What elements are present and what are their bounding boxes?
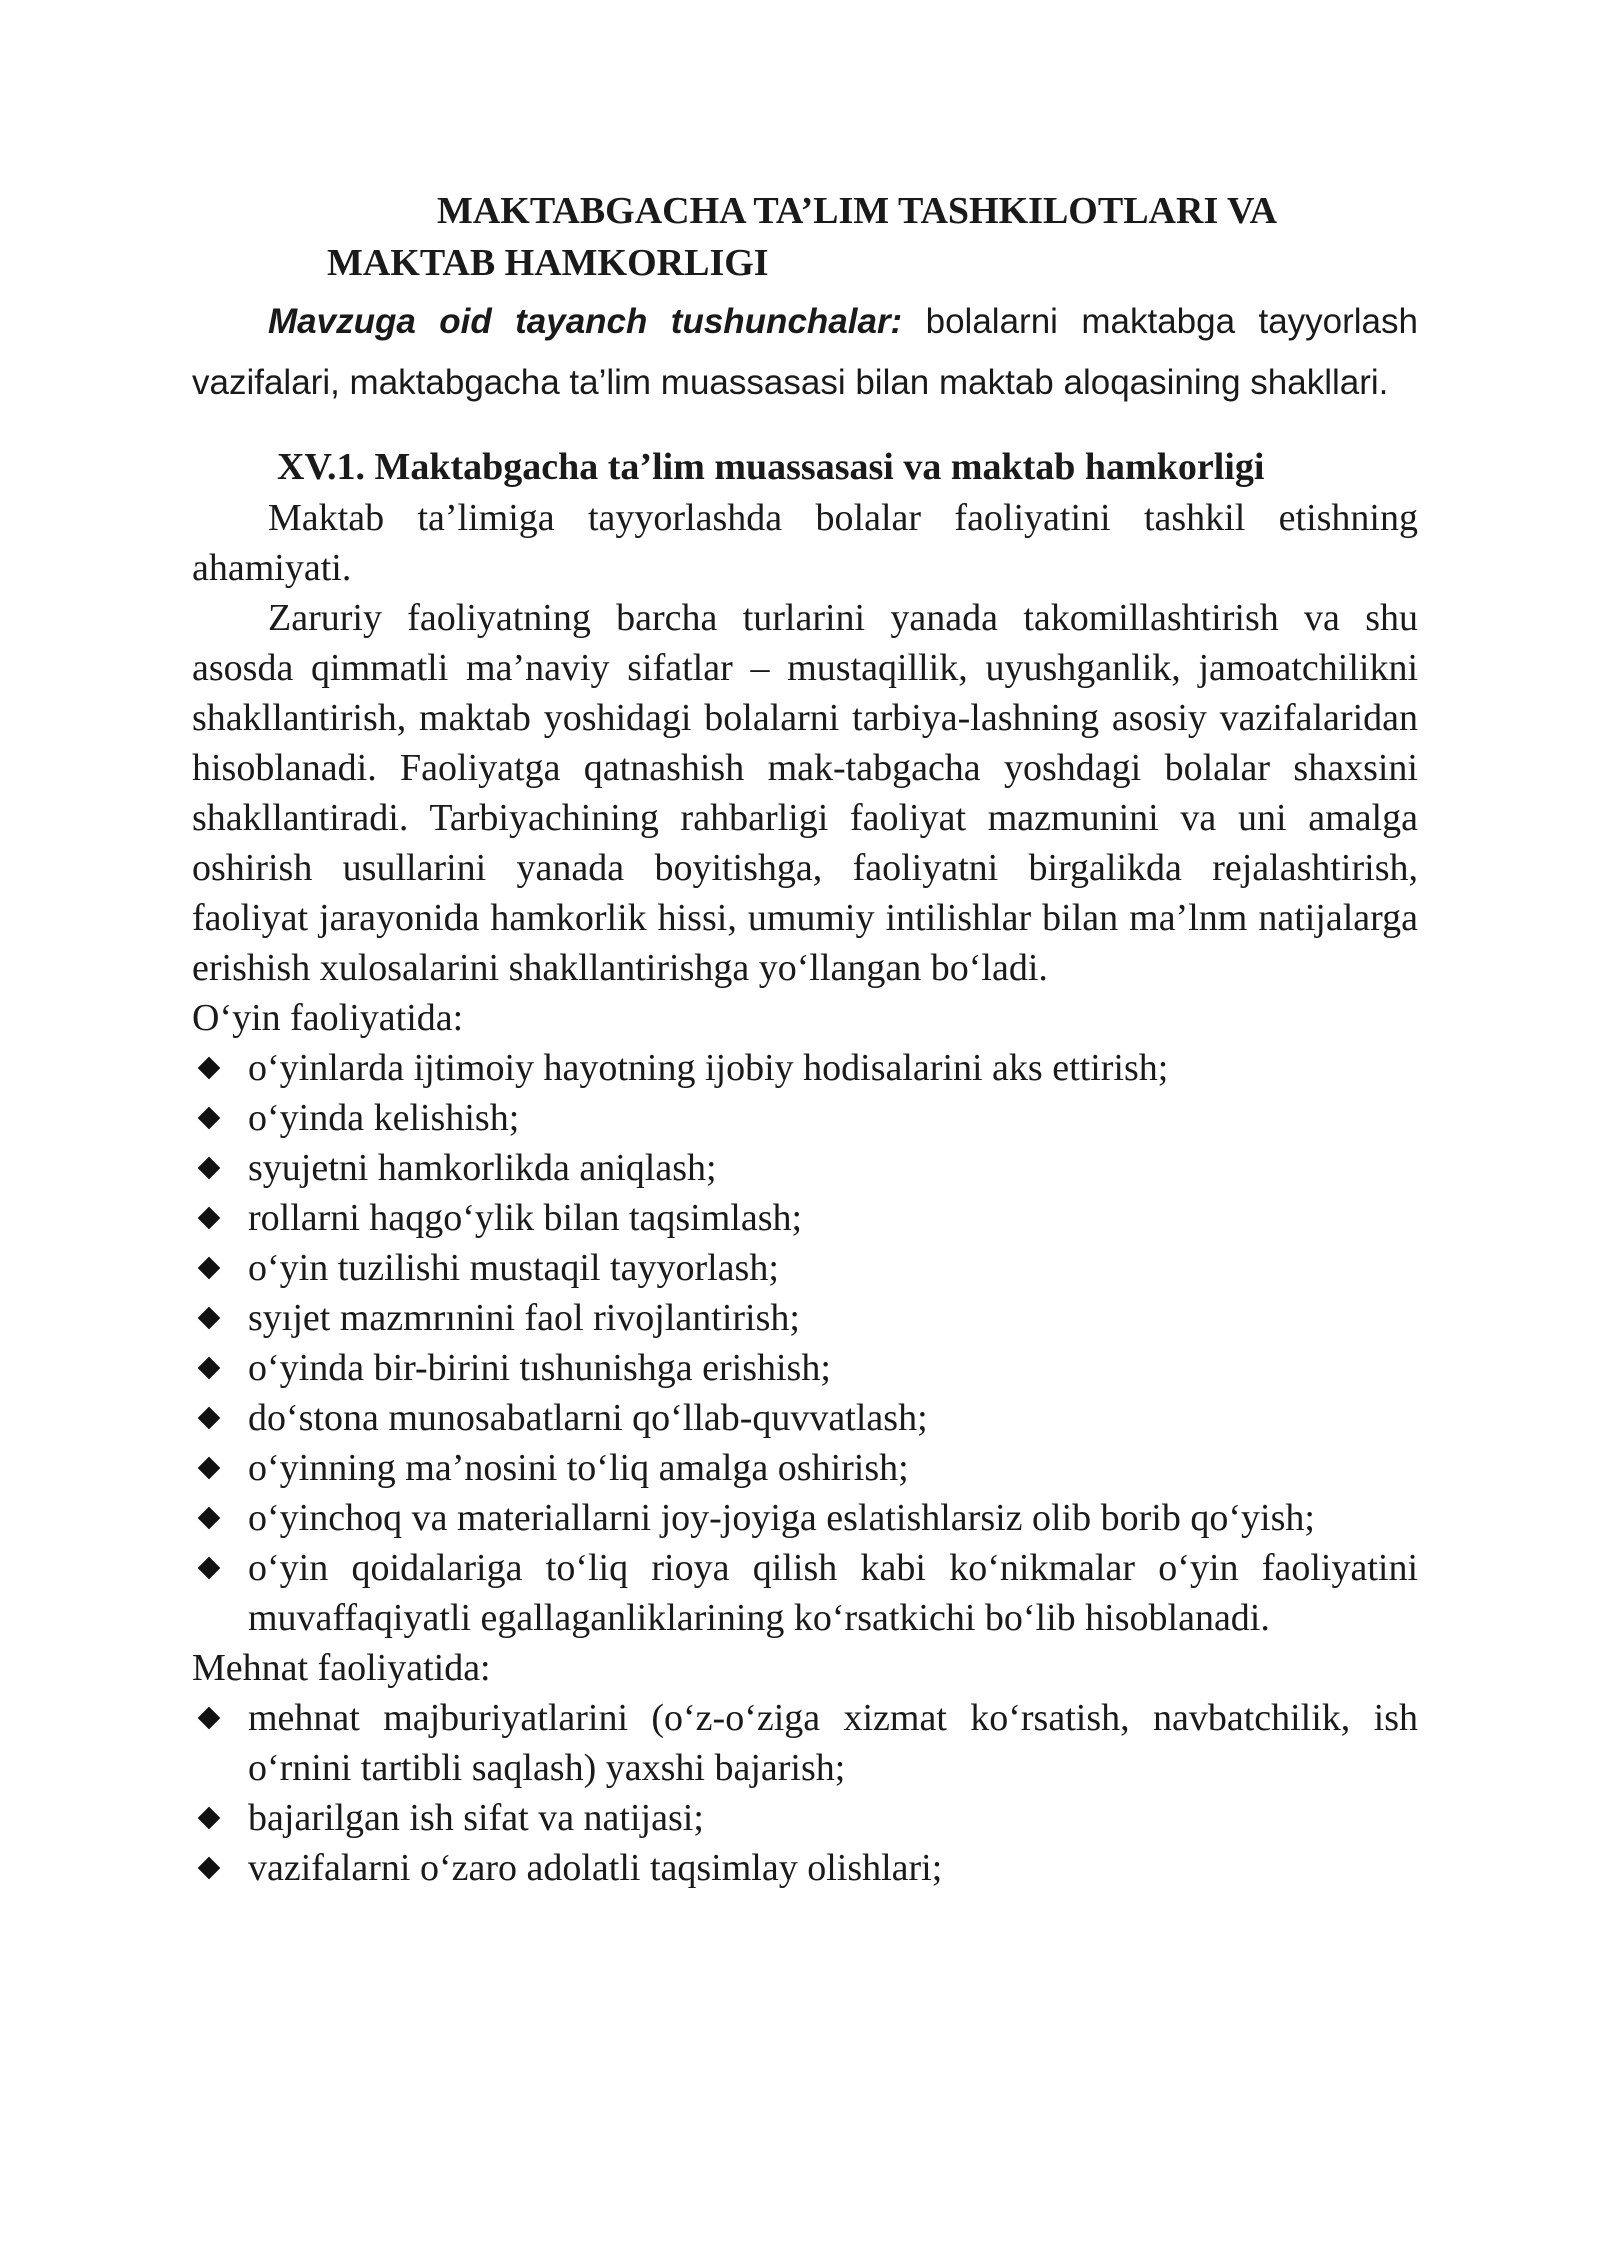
diamond-bullet-icon [198, 1407, 220, 1429]
list-item [192, 1043, 1418, 1093]
section-title: XV.1. Maktabgacha ta’lim muassasasi va maktab hamkorligi [277, 446, 1265, 488]
list-item-text: o‘yinning ma’nosini to‘liq amalga oshirish; [248, 1447, 909, 1489]
diamond-bullet-icon [198, 1157, 220, 1179]
diamond-bullet-icon [198, 1207, 220, 1229]
list-item [192, 1493, 1418, 1543]
diamond-bullet-icon [198, 1107, 220, 1129]
chapter-title-line-1: MAKTABGACHA TA’LIM TASHKILOTLARI VA [437, 190, 1278, 232]
list-item-text: bajarilgan ish sifat va natijasi; [248, 1797, 704, 1839]
diamond-bullet-icon [198, 1507, 220, 1529]
key-concepts-lead: Mavzuga oid tayanch tushunchalar: [268, 302, 903, 341]
list-item-text: o‘yinlarda ijtimoiy hayotning ijobiy hodisalarini aks ettirish; [248, 1047, 1169, 1089]
list-item [192, 1343, 1418, 1393]
list-item-text: o‘yin qoidalariga to‘liq rioya qilish kabi ko‘nikmalar o‘yin faoliyatini muvaffaqiyatli egallaganliklarining ko‘rsatkichi bo‘lib hisoblanadi. [248, 1547, 1418, 1639]
work-activity-heading: Mehnat faoliyatida: [192, 1647, 491, 1689]
key-concepts-paragraph [192, 291, 1418, 413]
list-item [192, 1093, 1418, 1143]
list-item-text: syujetni hamkorlikda aniqlash; [248, 1147, 717, 1189]
key-concepts-text: bolalarni maktabga tayyorlash vazifalari, maktabgacha ta’lim muassasasi bilan maktab aloqasining shakllari. [192, 302, 1418, 402]
list-item-text: o‘yinda kelishish; [248, 1097, 520, 1139]
list-item-text: mehnat majburiyatlarini (o‘z-o‘ziga xizmat ko‘rsatish, navbatchilik, ish o‘rnini tartibli saqlash) yaxshi bajarish; [248, 1697, 1418, 1789]
list-item [192, 1193, 1418, 1243]
paragraph-intro: Maktab ta’limiga tayyorlashda bolalar faoliyatini tashkil etishning ahamiyati. [192, 497, 1418, 589]
diamond-bullet-icon [198, 1057, 220, 1079]
list-item-text: do‘stona munosabatlarni qo‘llab-quvvatlash; [248, 1397, 928, 1439]
play-activity-list [192, 1043, 1418, 1643]
list-item [192, 1843, 1418, 1893]
work-activity-list [192, 1693, 1418, 1893]
play-activity-heading: O‘yin faoliyatida: [192, 997, 464, 1039]
list-item [192, 1543, 1418, 1643]
list-item [192, 1293, 1418, 1343]
diamond-bullet-icon [198, 1307, 220, 1329]
list-item-text: syıjet mazmrınini faol rivojlantirish; [248, 1297, 800, 1339]
diamond-bullet-icon [198, 1807, 220, 1829]
diamond-bullet-icon [198, 1557, 220, 1579]
list-item-text: o‘yinda bir-birini tıshunishga erishish; [248, 1347, 831, 1389]
chapter-title [192, 185, 1418, 289]
list-item-text: o‘yinchoq va materiallarni joy-joyiga eslatishlarsiz olib borib qo‘yish; [248, 1497, 1315, 1539]
diamond-bullet-icon [198, 1707, 220, 1729]
list-item [192, 1793, 1418, 1843]
diamond-bullet-icon [198, 1457, 220, 1479]
document-page [192, 185, 1418, 1893]
list-item-text: rollarni haqgo‘ylik bilan taqsimlash; [248, 1197, 803, 1239]
list-item [192, 1243, 1418, 1293]
list-item [192, 1443, 1418, 1493]
list-item [192, 1143, 1418, 1193]
list-item [192, 1693, 1418, 1793]
list-item-text: o‘yin tuzilishi mustaqil tayyorlash; [248, 1247, 779, 1289]
diamond-bullet-icon [198, 1357, 220, 1379]
chapter-title-line-2: MAKTAB HAMKORLIGI [327, 242, 769, 284]
list-item [192, 1393, 1418, 1443]
paragraph-main: Zaruriy faoliyatning barcha turlarini yanada takomillashtirish va shu asosda qimmatli ma’naviy sifatlar – mustaqillik, uyushganlik, jamoatchilikni shakllantirish, maktab yoshidagi bolalarni tarbiya-lashning asosiy vazifalaridan hisoblanadi. Faoliyatga qatnashish mak-tabgacha yoshdagi bolalar shaxsini shakllantiradi. Tarbiyachining rahbarligi faoliyat mazmunini va uni amalga oshirish usullarini yanada boyitishga, faoliyatni birgalikda rejalashtirish, faoliyat jarayonida hamkorlik hissi, umumiy intilishlar bilan ma’lnm natijalarga erishish xulosalarini shakllantirishga yo‘llangan bo‘ladi. [192, 597, 1418, 989]
diamond-bullet-icon [198, 1257, 220, 1279]
list-item-text: vazifalarni o‘zaro adolatli taqsimlay olishlari; [248, 1847, 943, 1889]
diamond-bullet-icon [198, 1857, 220, 1879]
